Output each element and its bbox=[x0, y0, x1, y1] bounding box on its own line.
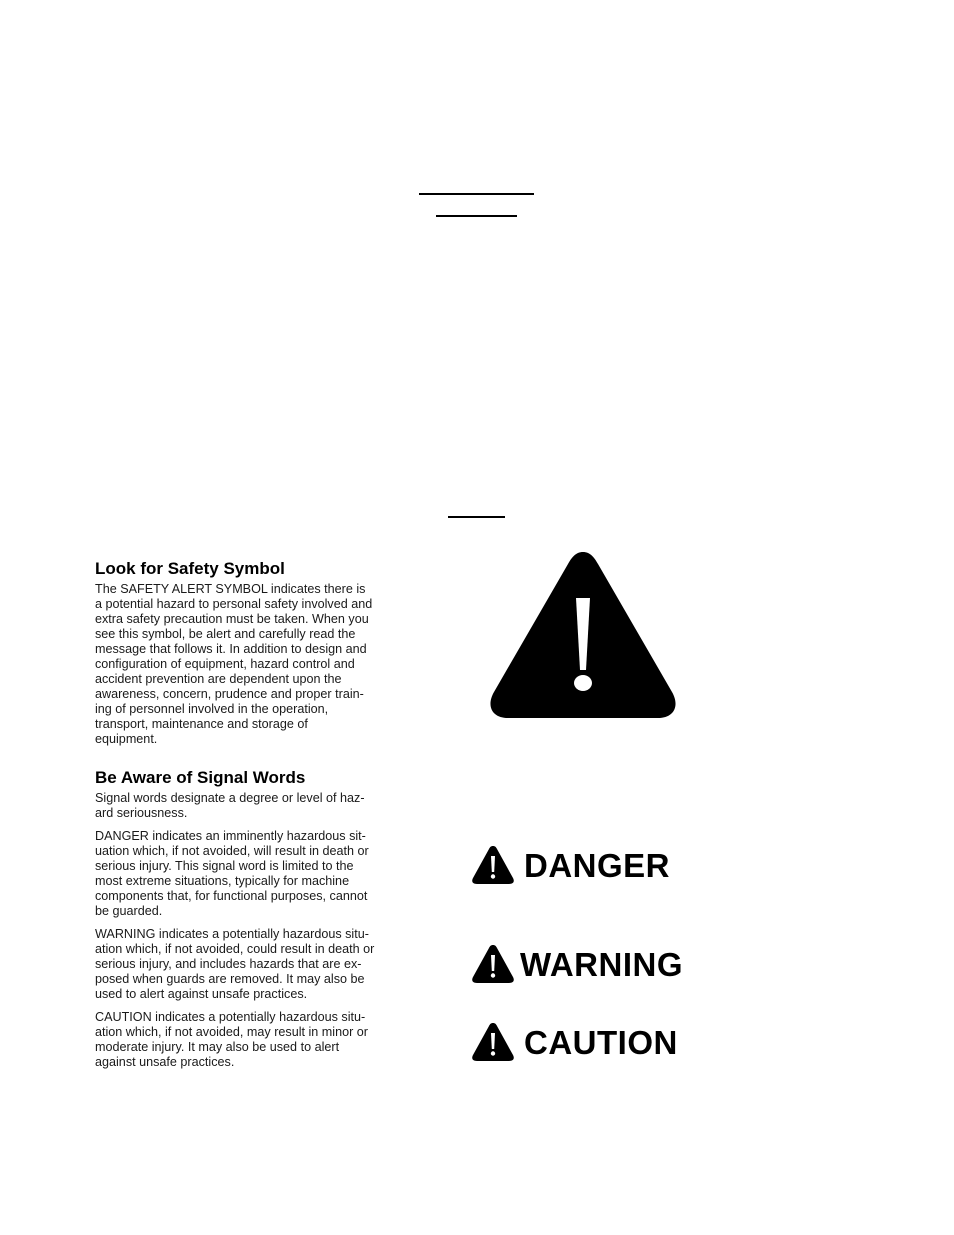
caution-label: CAUTION bbox=[524, 1023, 678, 1061]
safety-alert-icon bbox=[472, 1022, 514, 1062]
warning-description: WARNING indicates a potentially hazardous situ- ation which, if not avoided, could result in death or serious injury, and includes hazards that are ex- posed when guards are removed. It may also be used to alert against unsafe practices. bbox=[95, 927, 375, 1001]
safety-alert-icon bbox=[472, 845, 514, 885]
title-rule-2 bbox=[436, 215, 517, 217]
danger-signal bbox=[472, 843, 670, 887]
safety-symbol-heading: Look for Safety Symbol bbox=[95, 559, 285, 578]
signal-words-heading: Be Aware of Signal Words bbox=[95, 768, 306, 787]
safety-symbol-section bbox=[95, 559, 395, 747]
signal-words-section bbox=[95, 768, 395, 1070]
title-rule-1 bbox=[419, 193, 534, 195]
safety-alert-icon bbox=[486, 546, 680, 724]
caution-signal bbox=[472, 1020, 678, 1064]
caution-description: CAUTION indicates a potentially hazardous situ- ation which, if not avoided, may result in minor or moderate injury. It may also be used to alert against unsafe practices. bbox=[95, 1010, 368, 1069]
warning-signal bbox=[472, 942, 683, 986]
warning-label: WARNING bbox=[520, 945, 683, 983]
danger-description: DANGER indicates an imminently hazardous sit- uation which, if not avoided, will result in death or serious injury. This signal word is limited to the most extreme situations, typically for machine components that, for functional purposes, cannot be guarded. bbox=[95, 829, 369, 918]
danger-label: DANGER bbox=[524, 846, 671, 884]
safety-symbol-body: The SAFETY ALERT SYMBOL indicates there is a potential hazard to personal safety involved and extra safety precaution must be taken. When you see this symbol, be alert and carefully read the message that follows it. In addition to design and configuration of equipment, hazard control and accident prevention are dependent upon the awareness, concern, prudence and proper train- ing of personnel involved in the operation, transport, maintenance and storage of equipment. bbox=[95, 582, 373, 746]
safety-alert-icon bbox=[472, 944, 514, 984]
signal-words-intro: Signal words designate a degree or level of haz- ard seriousness. bbox=[95, 791, 365, 820]
section-rule bbox=[448, 516, 505, 518]
